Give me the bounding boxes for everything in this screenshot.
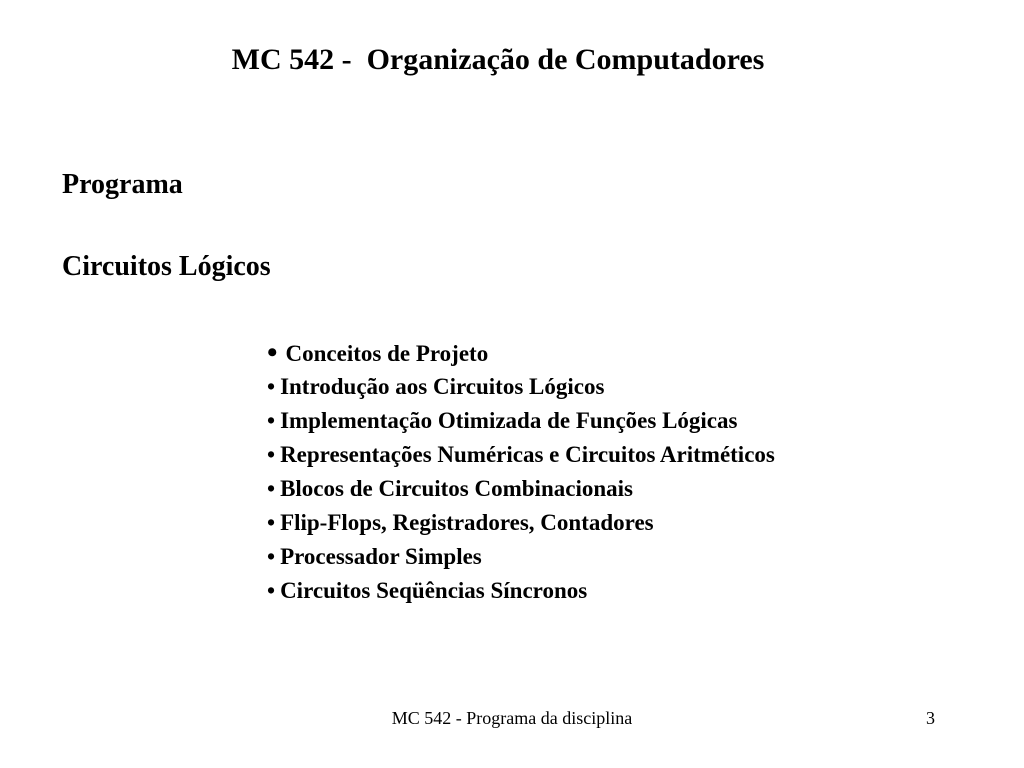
footer-text: MC 542 - Programa da disciplina <box>391 708 633 728</box>
bullet-icon: • <box>267 374 276 399</box>
bullet-icon: • <box>267 544 276 569</box>
topic-label: Conceitos de Projeto <box>285 341 489 366</box>
topic-label: Implementação Otimizada de Funções Lógicas <box>280 408 738 433</box>
bullet-icon: • <box>267 408 276 433</box>
section-heading-programa: Programa <box>62 169 183 200</box>
topic-label: Blocos de Circuitos Combinacionais <box>280 476 633 501</box>
topic-label: Representações Numéricas e Circuitos Aritméticos <box>280 442 775 467</box>
list-item <box>267 472 775 506</box>
bullet-icon: • <box>267 578 276 603</box>
list-item <box>267 370 775 404</box>
topic-list <box>267 336 775 608</box>
topic-label: Processador Simples <box>280 544 482 569</box>
bullet-icon: • <box>267 442 276 467</box>
section-heading-circuitos-logicos: Circuitos Lógicos <box>62 251 271 282</box>
list-item <box>267 574 775 608</box>
bullet-icon: • <box>267 510 276 535</box>
topic-label: Flip-Flops, Registradores, Contadores <box>280 510 654 535</box>
topic-label: Circuitos Seqüências Síncronos <box>280 578 588 603</box>
list-item <box>267 540 775 574</box>
bullet-icon: • <box>267 336 278 369</box>
list-item <box>267 404 775 438</box>
list-item <box>267 438 775 472</box>
slide-title: MC 542 - Organização de Computadores <box>231 43 765 76</box>
bullet-icon: • <box>267 476 276 501</box>
list-item <box>267 506 775 540</box>
topic-label: Introdução aos Circuitos Lógicos <box>280 374 605 399</box>
page-number: 3 <box>926 708 935 728</box>
list-item <box>267 336 775 370</box>
